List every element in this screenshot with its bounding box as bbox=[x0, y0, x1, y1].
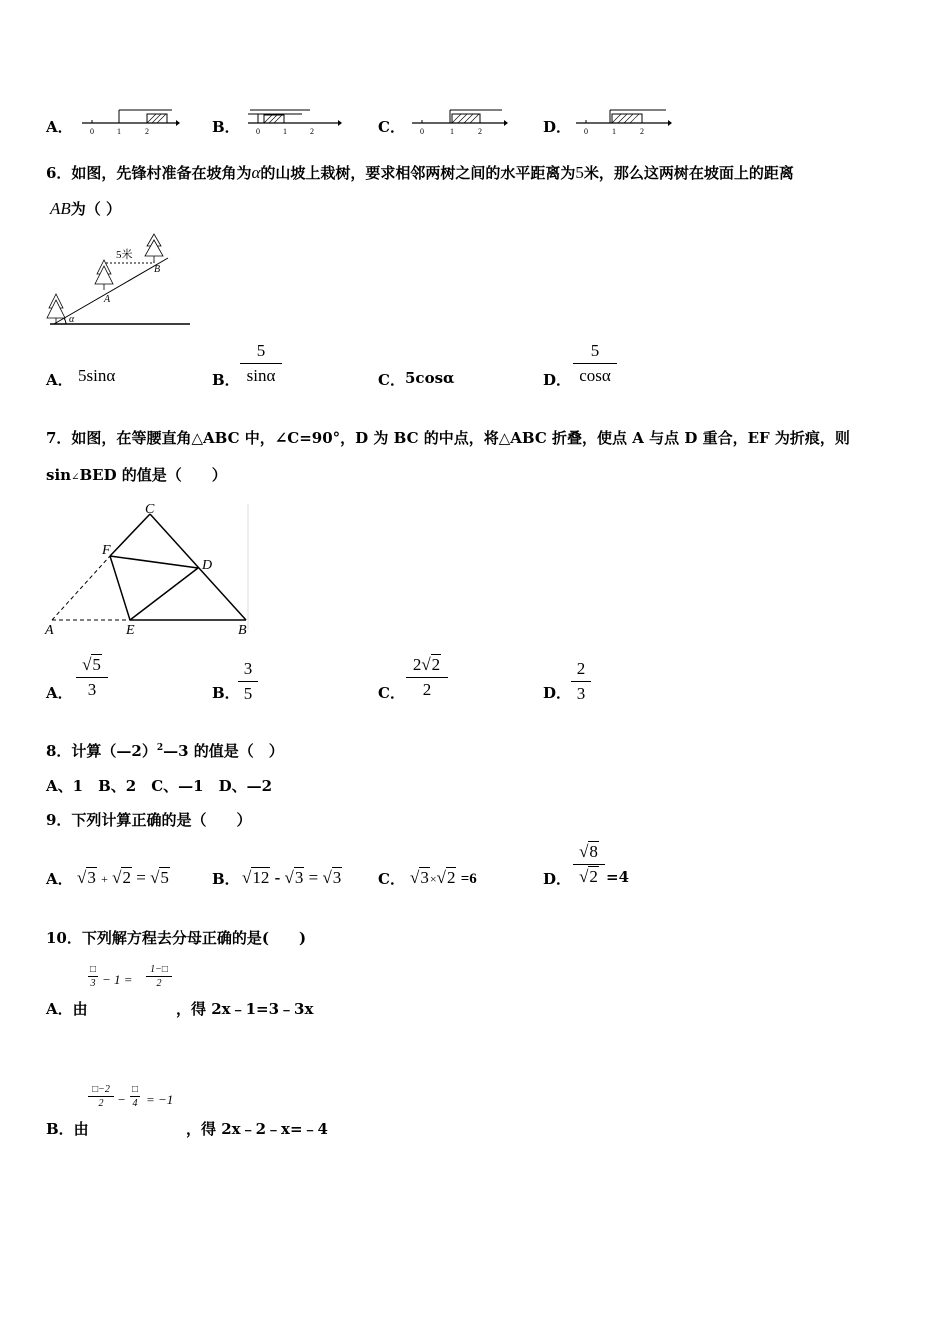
q7-option-a-fraction: √5 3 bbox=[76, 655, 108, 700]
point-b-label: B bbox=[154, 264, 161, 275]
q10-option-b-result: ，得 2x﹣2﹣x=﹣4 bbox=[186, 1120, 328, 1138]
tick-1: 1 bbox=[283, 127, 287, 136]
point-a-label: A bbox=[104, 294, 111, 305]
q7-option-d-fraction: 2 3 bbox=[571, 659, 591, 704]
tick-0: 0 bbox=[420, 127, 424, 136]
q5-option-c-label[interactable]: C． bbox=[378, 118, 405, 136]
q6-option-b-label[interactable]: B． bbox=[212, 371, 240, 389]
vertex-d: D bbox=[202, 558, 213, 573]
q6-option-b-fraction: 5 sinα bbox=[240, 341, 282, 386]
q9-option-d-eq: =4 bbox=[606, 868, 630, 886]
q10-option-a-equation: □ 3 − 1 = 1−□ 2 bbox=[88, 964, 184, 996]
q7-stem-line2: sin∠BED 的值是（ ） bbox=[46, 466, 227, 484]
tick-2: 2 bbox=[478, 127, 482, 136]
q5-option-b-number-line bbox=[246, 106, 346, 136]
q6-option-c-expr: 5cosα bbox=[405, 369, 455, 387]
q9-option-d-label[interactable]: D． bbox=[543, 870, 572, 888]
tick-2: 2 bbox=[145, 127, 149, 136]
q9-option-a-label[interactable]: A． bbox=[46, 870, 73, 888]
q6-option-d-label[interactable]: D． bbox=[543, 371, 572, 389]
q5-option-a-number-line bbox=[80, 106, 180, 136]
q5-option-b-label[interactable]: B． bbox=[212, 118, 240, 136]
q6-stem-line2: AB为（ ） bbox=[50, 199, 122, 218]
q5-option-a-label[interactable]: A． bbox=[46, 118, 73, 136]
q9-option-b-expr: √12 - √3 = √3 bbox=[242, 868, 342, 887]
q6-option-a-expr: 5sinα bbox=[78, 366, 116, 385]
q9-option-c-expr: √3×√2 =6 bbox=[410, 868, 477, 887]
q10-option-b-label[interactable]: B．由 bbox=[46, 1120, 89, 1138]
q5-option-c-number-line bbox=[410, 106, 514, 136]
tick-1: 1 bbox=[117, 127, 121, 136]
tick-1: 1 bbox=[450, 127, 454, 136]
q9-option-b-label[interactable]: B． bbox=[212, 870, 240, 888]
q7-option-d-label[interactable]: D． bbox=[543, 684, 572, 702]
q8-options[interactable]: A、1 B、2 C、—1 D、—2 bbox=[46, 777, 273, 795]
q6-slope-figure bbox=[44, 232, 194, 330]
tree-icon bbox=[95, 260, 113, 290]
tick-2: 2 bbox=[310, 127, 314, 136]
q6-stem-line1: 6．如图，先锋村准备在坡角为α的山坡上栽树，要求相邻两树之间的水平距离为5米，那么这两树在坡面上的距离 bbox=[46, 163, 794, 182]
tick-0: 0 bbox=[584, 127, 588, 136]
q7-option-b-fraction: 3 5 bbox=[238, 659, 258, 704]
q7-option-c-fraction: 2√2 2 bbox=[406, 655, 448, 700]
dist-label: 5米 bbox=[116, 249, 133, 261]
q9-option-a-expr: √3 + √2 = √5 bbox=[77, 868, 169, 887]
q10-stem: 10．下列解方程去分母正确的是( ) bbox=[46, 929, 307, 947]
vertex-e: E bbox=[126, 623, 135, 638]
q6-option-a-label[interactable]: A． bbox=[46, 371, 73, 389]
tick-2: 2 bbox=[640, 127, 644, 136]
q7-option-b-label[interactable]: B． bbox=[212, 684, 240, 702]
vertex-b: B bbox=[238, 623, 247, 638]
q10-option-a-label[interactable]: A．由 bbox=[46, 1000, 88, 1018]
q5-option-d-label[interactable]: D． bbox=[543, 118, 572, 136]
q7-triangle-figure bbox=[42, 500, 254, 640]
tick-0: 0 bbox=[256, 127, 260, 136]
q10-option-b-equation: □−2 2 − □ 4 = −1 bbox=[88, 1084, 188, 1116]
tree-icon bbox=[145, 234, 163, 262]
q9-option-d-fraction: √8 √2 bbox=[573, 842, 605, 887]
q10-option-a-result: ，得 2x﹣1=3﹣3x bbox=[176, 1000, 314, 1018]
q9-stem: 9．下列计算正确的是（ ） bbox=[46, 811, 252, 829]
tick-0: 0 bbox=[90, 127, 94, 136]
q9-option-c-label[interactable]: C． bbox=[378, 870, 405, 888]
vertex-c: C bbox=[145, 502, 155, 517]
q6-option-d-fraction: 5 cosα bbox=[573, 341, 617, 386]
tick-1: 1 bbox=[612, 127, 616, 136]
q7-option-a-label[interactable]: A． bbox=[46, 684, 73, 702]
vertex-a: A bbox=[45, 623, 54, 638]
q7-option-c-label[interactable]: C． bbox=[378, 684, 405, 702]
vertex-f: F bbox=[102, 543, 111, 558]
q8-stem: 8．计算（—2）$^2$—3 的值是（ ） bbox=[46, 742, 284, 760]
q6-option-c-label[interactable]: C． bbox=[378, 371, 405, 389]
q5-option-d-number-line bbox=[574, 106, 674, 136]
q7-stem-line1: 7．如图，在等腰直角△ABC 中，∠C=90°，D 为 BC 的中点，将△ABC 折叠，使点 A 与点 D 重合，EF 为折痕，则 bbox=[46, 429, 850, 447]
angle-label: α bbox=[69, 314, 75, 325]
